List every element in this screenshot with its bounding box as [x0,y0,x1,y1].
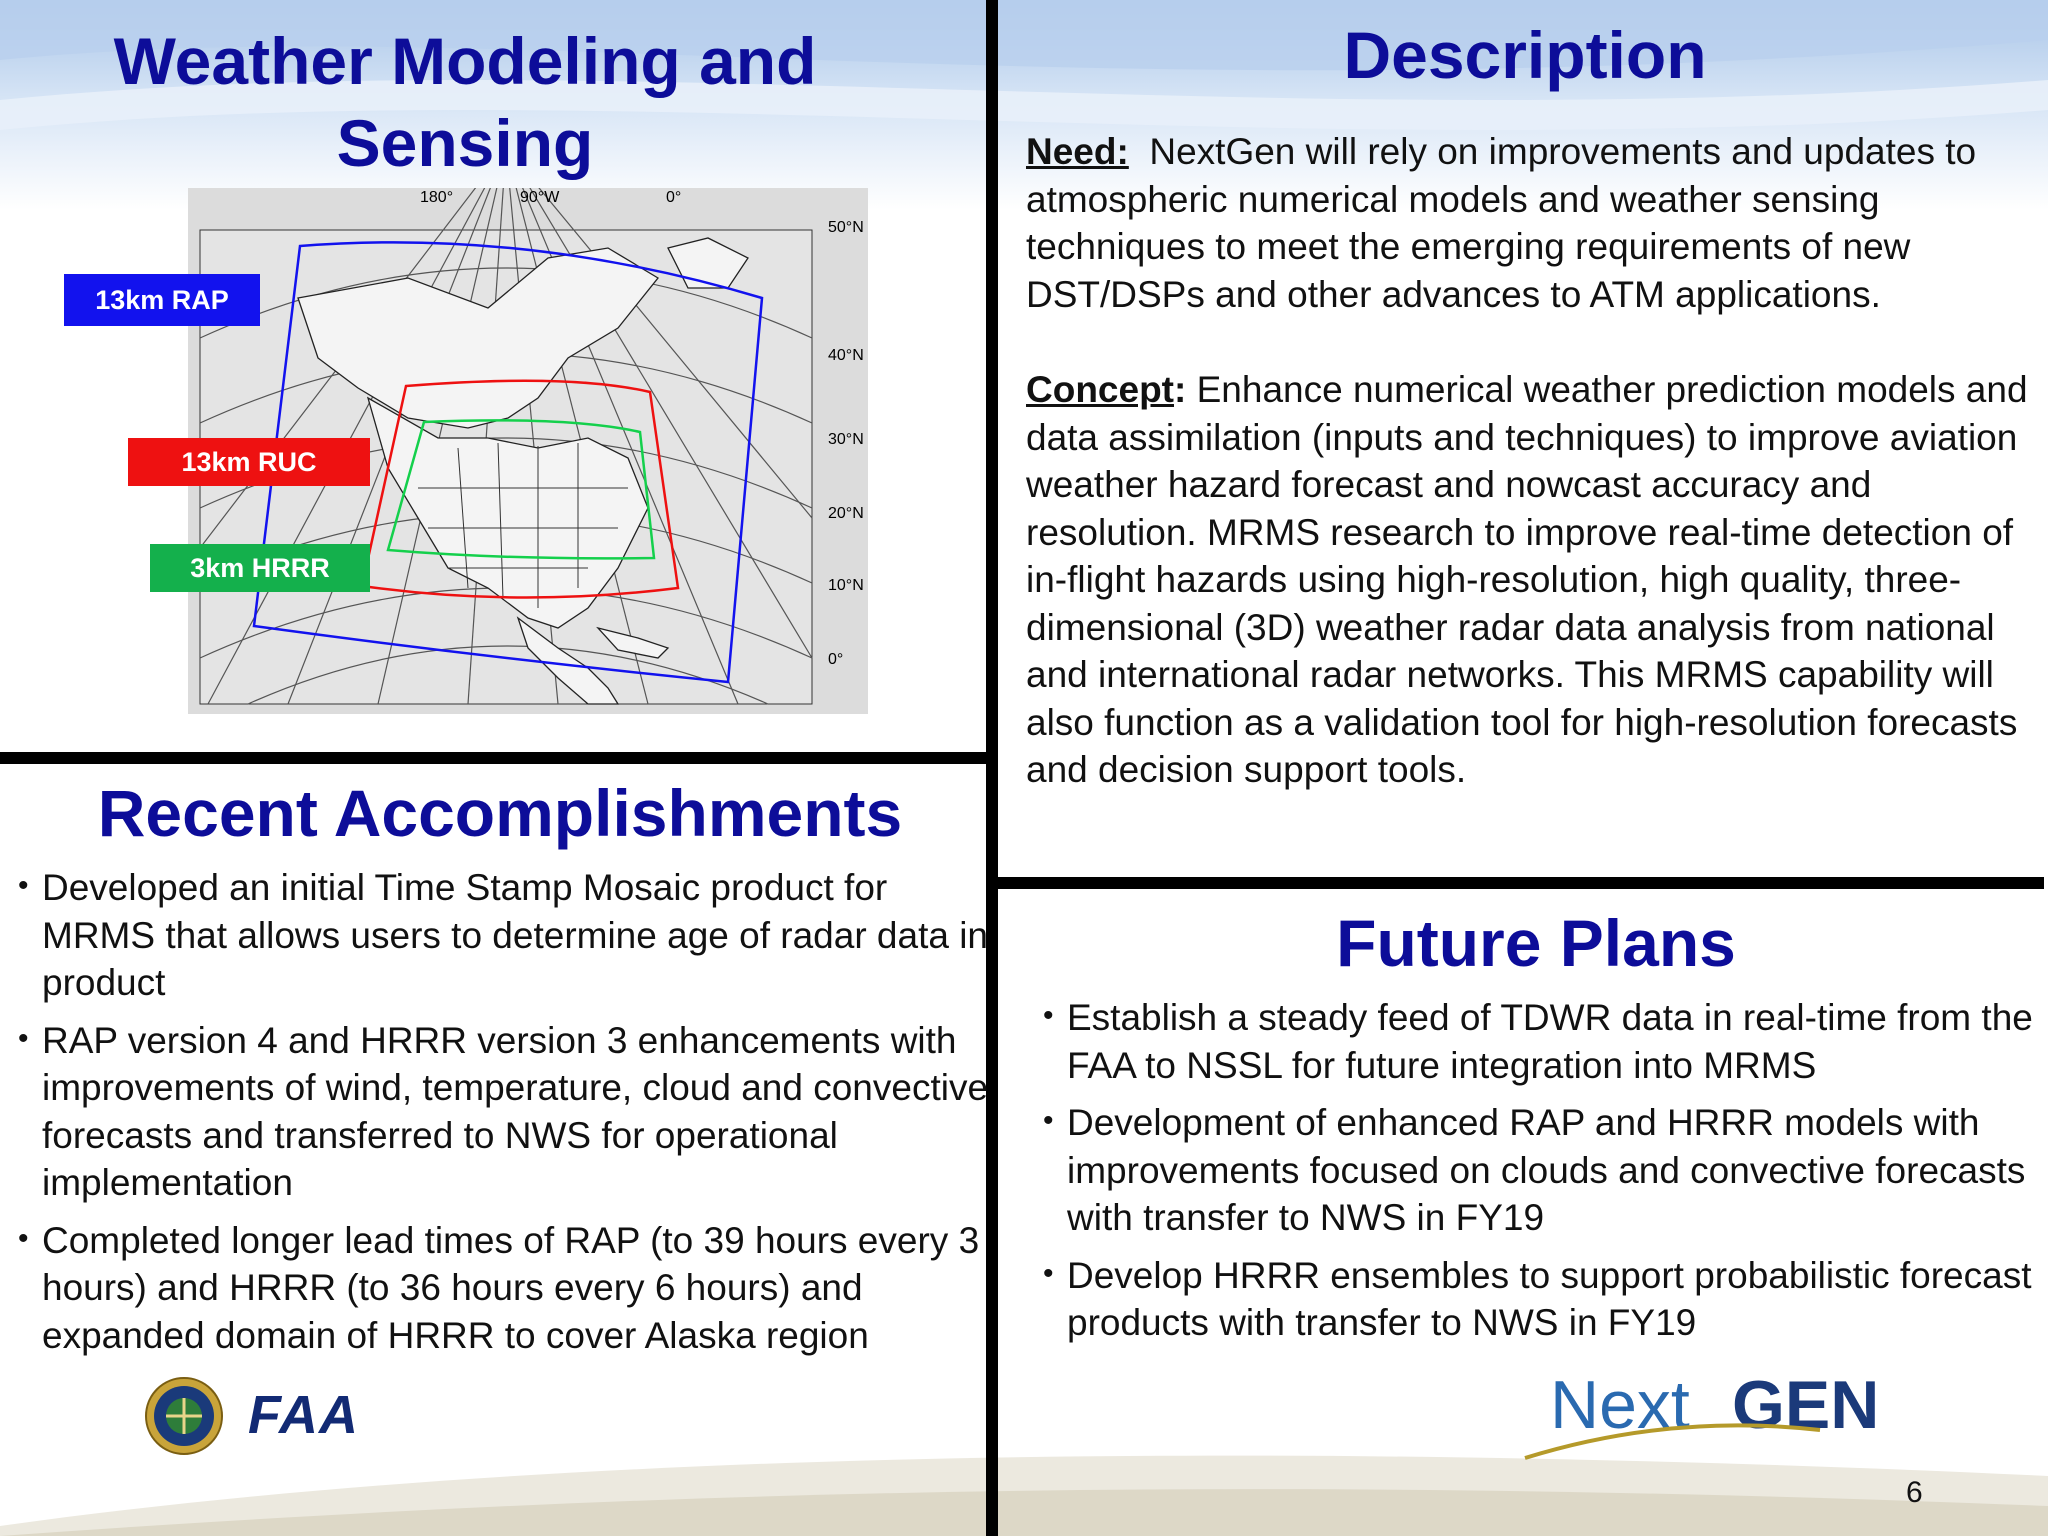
recent-accomplishments-title: Recent Accomplishments [97,776,903,850]
ruc-label: 13km RUC [128,438,370,486]
list-item: • Developed an initial Time Stamp Mosaic product for MRMS that allows users to determine age of radar data in product [30,864,998,1007]
list-item: • Development of enhanced RAP and HRRR models with improvements focused on clouds and convective forecasts with transfer to NWS in FY19 [1055,1099,2035,1242]
latitude-label: 40°N [828,347,864,364]
weather-modeling-title: Weather Modeling and Sensing [113,24,817,180]
longitude-label: 90°W [520,189,560,206]
description-title: Description [1343,18,1707,92]
longitude-label: 0° [666,189,682,206]
page-number: 6 [1906,1476,1923,1509]
latitude-label: 10°N [828,577,864,594]
faa-seal-icon [144,1376,224,1456]
rap-label: 13km RAP [64,274,260,326]
description-body [1026,128,2036,794]
hrrr-label: 3km HRRR [150,544,370,592]
right-horizontal-divider [992,877,2044,889]
faa-logo-text: FAA [248,1385,359,1445]
concept-paragraph [1026,366,2036,794]
need-label: Need: [1026,131,1129,172]
left-horizontal-divider [0,752,992,764]
need-paragraph [1026,128,2036,318]
list-item: • Develop HRRR ensembles to support probabilistic forecast products with transfer to NWS in FY19 [1055,1252,2035,1347]
list-item: • RAP version 4 and HRRR version 3 enhancements with improvements of wind, temperature, cloud and convective forecasts and transferred to NWS for operational implementation [30,1017,998,1207]
concept-text: Enhance numerical weather prediction models and data assimilation (inputs and techniques) to improve aviation weather hazard forecast and nowcast accuracy and resolution. MRMS research to improve real-time detection of in-flight hazards using high-resolution, high quality, three-dimensional (3D) weather radar data analysis from national and international radar networks. This MRMS capability will also function as a validation tool for high-resolution forecasts and decision support tools. [1026,369,2028,790]
nextgen-logo [1520,1358,1910,1468]
need-text: NextGen will rely on improvements and updates to atmospheric numerical models and weather sensing techniques to meet the emerging requirements of new DST/DSPs and other advances to ATM applications. [1026,131,1977,315]
concept-label: Concept [1026,369,1174,410]
future-plans-title: Future Plans [1336,906,1736,980]
latitude-label: 20°N [828,505,864,522]
concept-colon: : [1174,369,1187,410]
longitude-label: 180° [420,189,454,206]
future-plans-list [1055,994,2035,1357]
latitude-label: 50°N [828,219,864,236]
accomplishments-list [30,864,998,1369]
nextgen-gen-text: GEN [1732,1367,1880,1443]
latitude-label: 30°N [828,431,864,448]
list-item: • Establish a steady feed of TDWR data in real-time from the FAA to NSSL for future integration into MRMS [1055,994,2035,1089]
latitude-label: 0° [828,651,844,668]
list-item: • Completed longer lead times of RAP (to 39 hours every 3 hours) and HRRR (to 36 hours every 6 hours) and expanded domain of HRRR to cover Alaska region [30,1217,998,1360]
nextgen-next-text: Next [1550,1367,1690,1443]
